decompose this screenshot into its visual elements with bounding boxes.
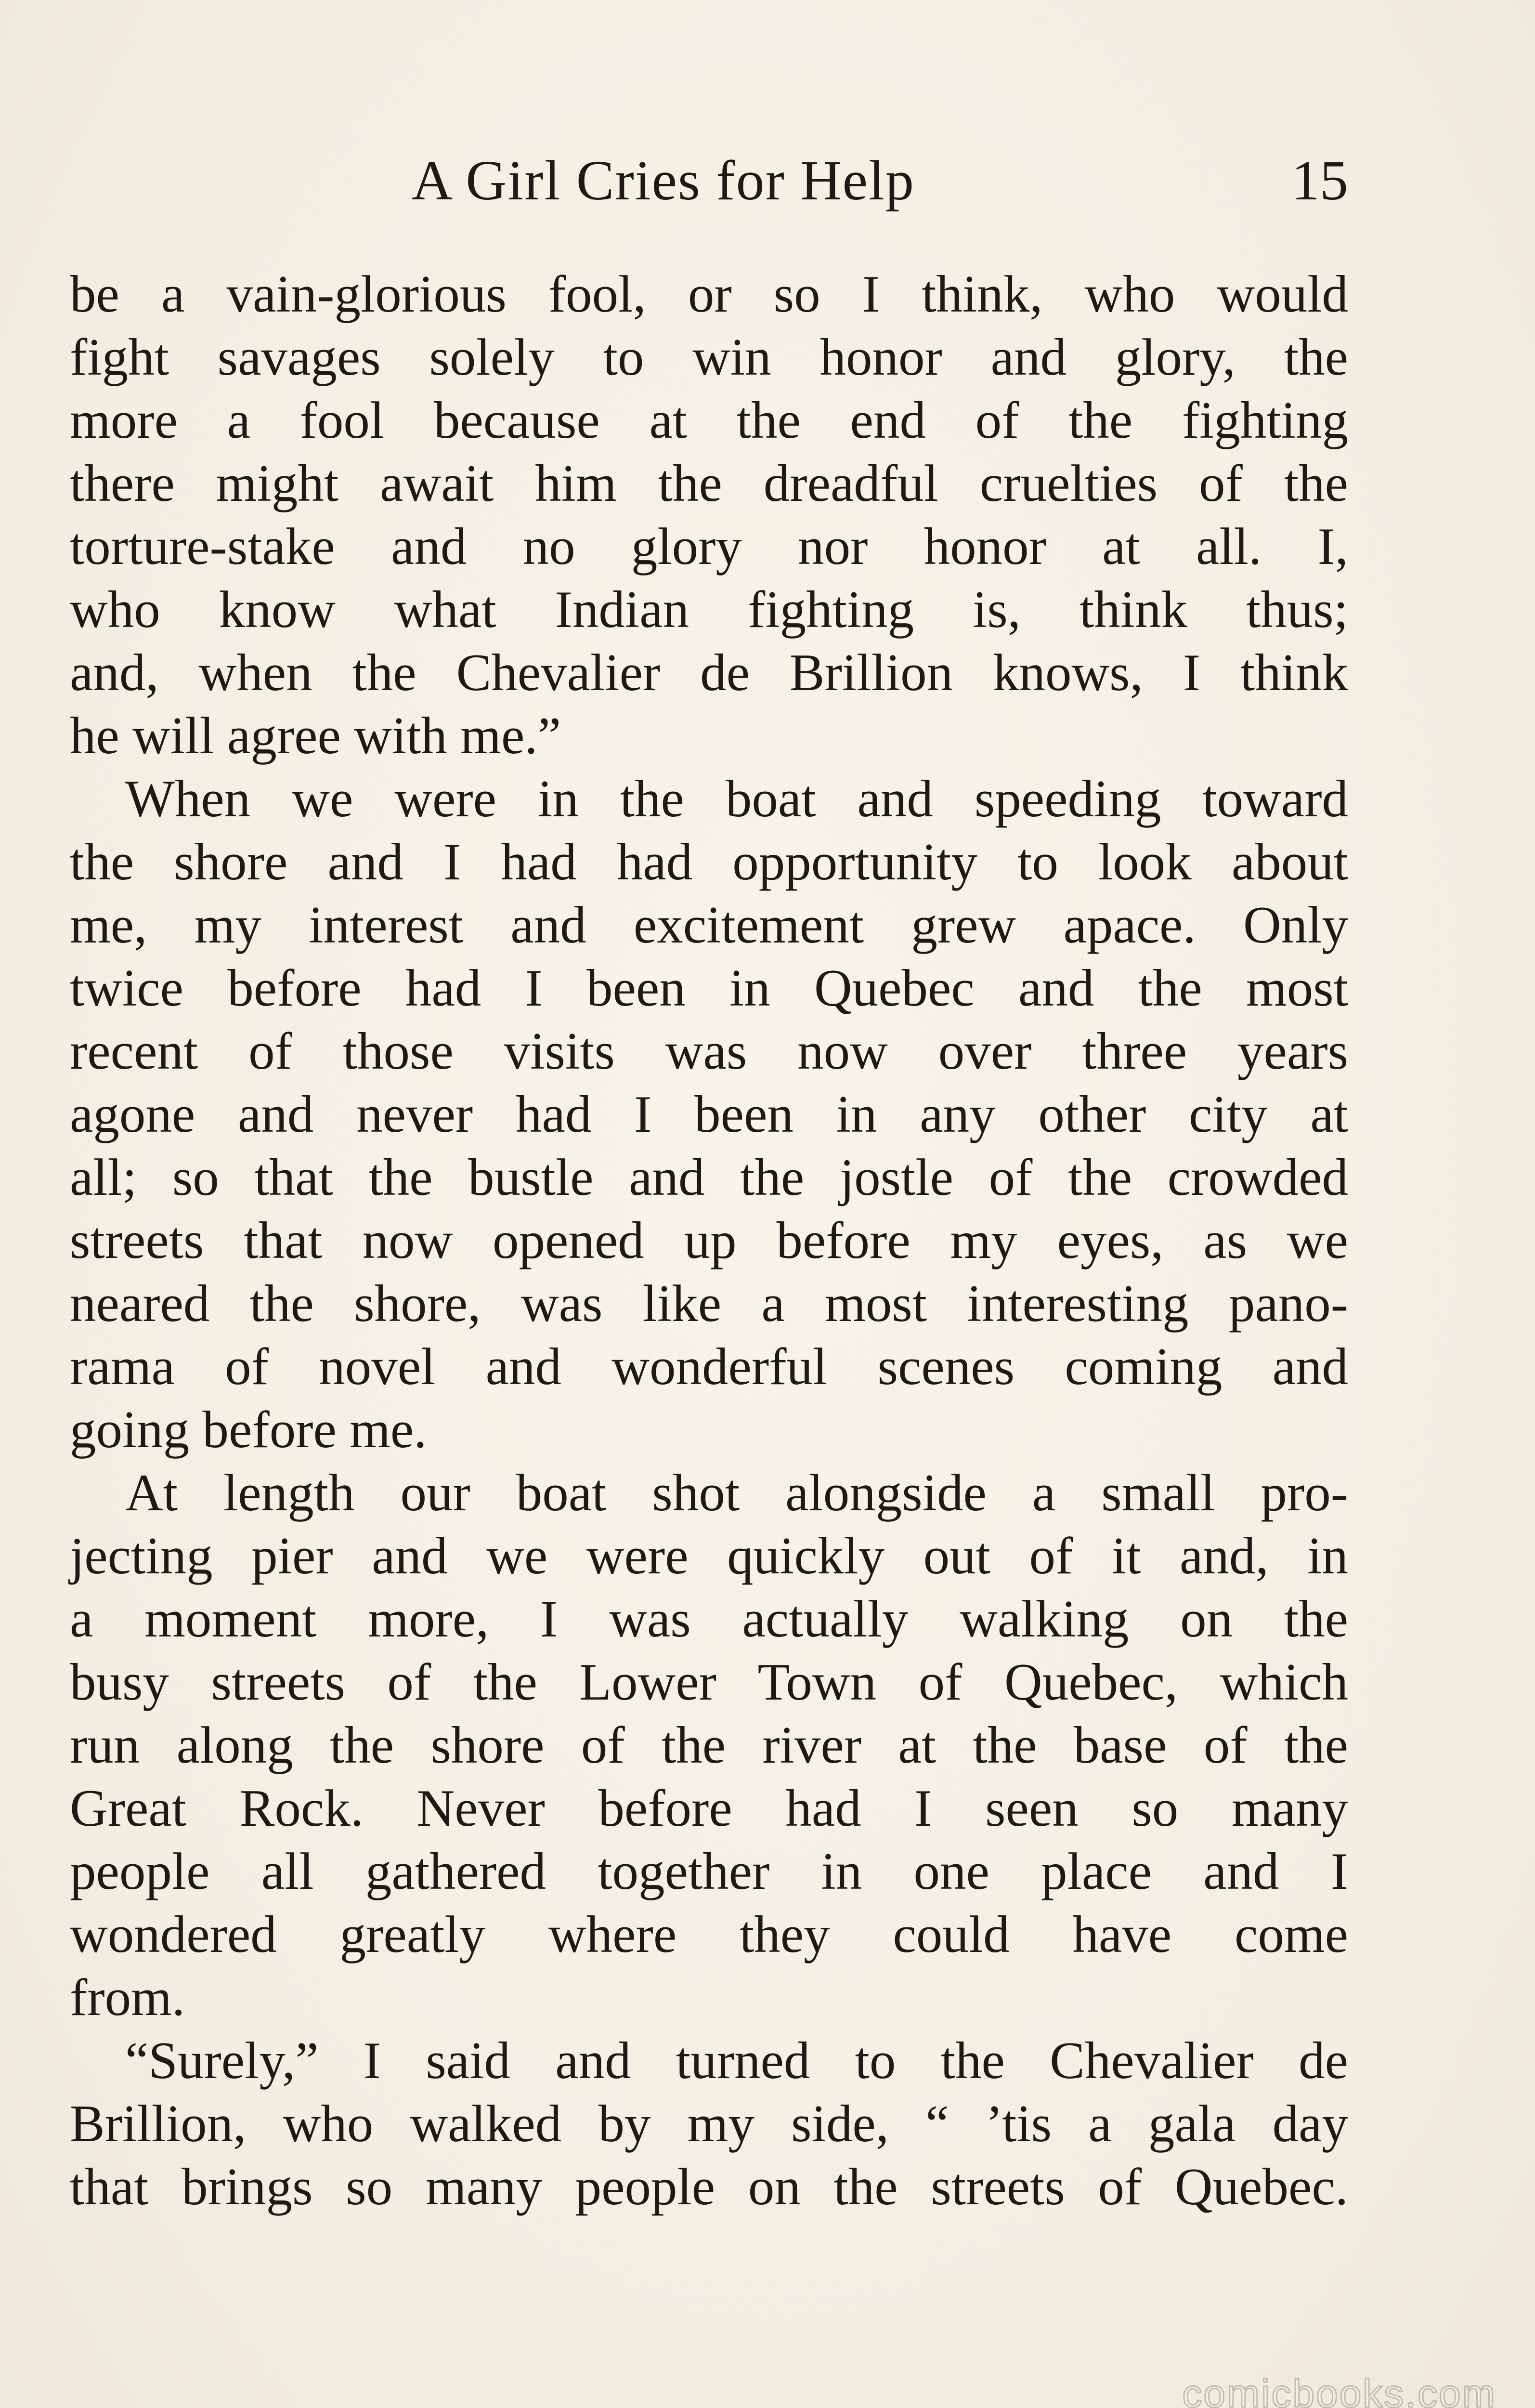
text-line: run along the shore of the river at the base of the bbox=[70, 1716, 1348, 1774]
text-line: there might await him the dreadful cruelties of the bbox=[70, 454, 1348, 512]
page-number: 15 bbox=[1291, 149, 1348, 212]
text-line: who know what Indian fighting is, think thus; bbox=[70, 580, 1348, 639]
body-text bbox=[70, 262, 1348, 2218]
text-line: wondered greatly where they could have come bbox=[70, 1905, 1348, 1963]
text-line: When we were in the boat and speeding toward bbox=[125, 770, 1348, 828]
text-line: jecting pier and we were quickly out of it and, in bbox=[70, 1527, 1348, 1585]
text-line: busy streets of the Lower Town of Quebec, which bbox=[70, 1653, 1348, 1711]
text-line: that brings so many people on the streets of Quebec. bbox=[70, 2158, 1348, 2216]
text-line: from. bbox=[70, 1968, 185, 2027]
text-line: neared the shore, was like a most interesting pano- bbox=[70, 1274, 1348, 1333]
text-line: Brillion, who walked by my side, “ ’tis a gala day bbox=[70, 2094, 1348, 2153]
text-line: rama of novel and wonderful scenes coming and bbox=[70, 1337, 1348, 1396]
text-line: people all gathered together in one place and I bbox=[70, 1842, 1348, 1900]
text-line: recent of those visits was now over three years bbox=[70, 1022, 1348, 1080]
text-line: more a fool because at the end of the fighting bbox=[70, 391, 1348, 449]
text-line: he will agree with me.” bbox=[70, 707, 561, 765]
text-line: agone and never had I been in any other city at bbox=[70, 1085, 1348, 1143]
text-line: torture-stake and no glory nor honor at all. I, bbox=[70, 517, 1348, 576]
text-line: be a vain-glorious fool, or so I think, who would bbox=[70, 265, 1348, 323]
running-header bbox=[70, 144, 1348, 217]
text-line: the shore and I had had opportunity to look about bbox=[70, 833, 1348, 891]
text-line: twice before had I been in Quebec and the most bbox=[70, 959, 1348, 1017]
text-line: all; so that the bustle and the jostle of the crowded bbox=[70, 1148, 1348, 1206]
text-line: me, my interest and excitement grew apace. Only bbox=[70, 896, 1348, 954]
text-line: fight savages solely to win honor and glory, the bbox=[70, 328, 1348, 386]
text-line: At length our boat shot alongside a small pro- bbox=[125, 1464, 1348, 1522]
text-line: Great Rock. Never before had I seen so many bbox=[70, 1779, 1348, 1837]
text-line: “Surely,” I said and turned to the Chevalier de bbox=[125, 2031, 1348, 2090]
text-line: streets that now opened up before my eyes, as we bbox=[70, 1211, 1348, 1269]
text-line: and, when the Chevalier de Brillion knows, I think bbox=[70, 643, 1348, 702]
text-line: a moment more, I was actually walking on the bbox=[70, 1590, 1348, 1648]
running-title: A Girl Cries for Help bbox=[412, 149, 915, 212]
text-line: going before me. bbox=[70, 1400, 427, 1459]
watermark-logo: comicbooks.com bbox=[1182, 2372, 1496, 2408]
